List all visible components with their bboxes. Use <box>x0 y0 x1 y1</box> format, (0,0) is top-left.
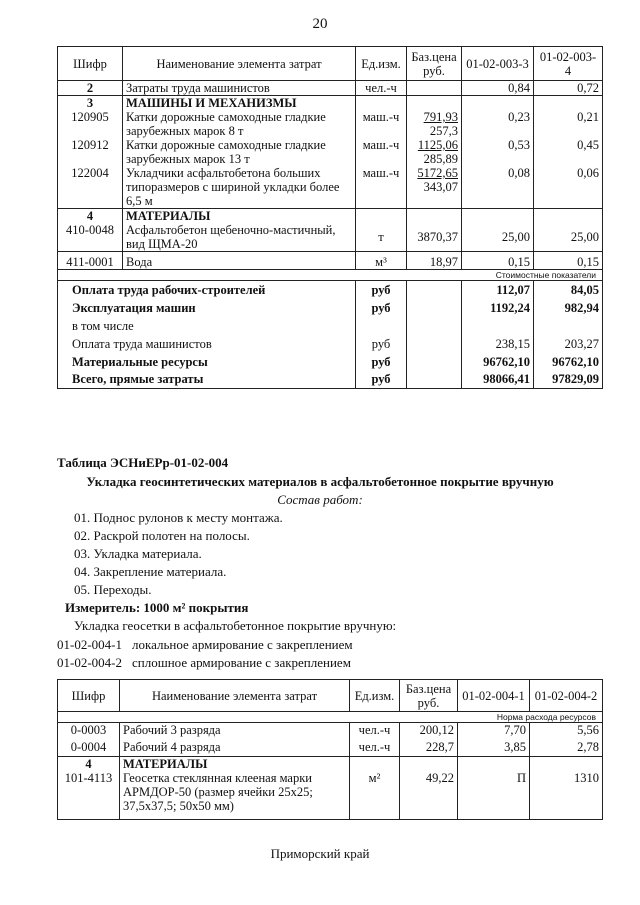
row-value-2 <box>534 96 603 111</box>
row-value-1 <box>462 96 534 111</box>
table-row <box>58 96 603 111</box>
row-price <box>407 166 462 209</box>
meter: Измеритель: 1000 м² покрытия <box>65 600 249 615</box>
cost-table-1 <box>57 46 603 389</box>
table1-header-price: Баз.цена руб. <box>407 47 462 81</box>
cost-value-2: 96762,10 <box>534 353 603 371</box>
cost-unit <box>356 317 407 335</box>
row-name: Рабочий 3 разряда <box>120 723 350 740</box>
row-value-1: 0,08 <box>462 166 534 209</box>
row-name: Рабочий 4 разряда <box>120 740 350 757</box>
table-row <box>58 723 603 740</box>
composition-heading: Состав работ: <box>277 492 363 507</box>
cost-price <box>407 317 462 335</box>
cost-unit: руб <box>356 353 407 371</box>
table-row <box>58 771 603 819</box>
row-value-1: П <box>458 771 530 819</box>
row-price <box>400 757 458 772</box>
meter-description: Укладка геосетки в асфальтобетонное покрытие вручную: <box>74 618 397 633</box>
table1-header-unit: Ед.изм. <box>356 47 407 81</box>
row-value-2: 0,45 <box>534 138 603 166</box>
row-code: 3 <box>58 96 123 111</box>
row-price: 200,12 <box>400 723 458 740</box>
table2-header <box>58 680 603 712</box>
row-name: МАТЕРИАЛЫ <box>123 209 356 224</box>
row-value-2: 1310 <box>530 771 603 819</box>
row-unit: т <box>356 223 407 252</box>
table1-header-code: Шифр <box>58 47 123 81</box>
row-unit: маш.-ч <box>356 166 407 209</box>
variant-code-1: 01-02-004-1 <box>57 637 122 652</box>
table1-header <box>58 47 603 81</box>
row-name: МАШИНЫ И МЕХАНИЗМЫ <box>123 96 356 111</box>
cost-price <box>407 299 462 317</box>
cost-table-2 <box>57 679 603 820</box>
row-unit <box>350 757 400 772</box>
row-unit: чел.-ч <box>350 723 400 740</box>
row-value-1: 0,23 <box>462 110 534 138</box>
row-unit: чел.-ч <box>350 740 400 757</box>
table-row <box>58 209 603 224</box>
row-name: Асфальтобетон щебеночно-мастичный, вид ЩМА-20 <box>123 223 356 252</box>
row-unit: маш.-ч <box>356 138 407 166</box>
row-name: Катки дорожные самоходные гладкие зарубежных марок 13 т <box>123 138 356 166</box>
row-unit: чел.-ч <box>356 81 407 96</box>
table2-title: Таблица ЭСНиЕРр-01-02-004 <box>57 455 229 470</box>
row-name: Геосетка стеклянная клееная марки АРМДОР-50 (размер ячейки 25х25; 37,5х37,5; 50х50 мм) <box>120 771 350 819</box>
variant-desc-2: сплошное армирование с закреплением <box>132 655 351 670</box>
row-unit: м³ <box>356 252 407 270</box>
row-price: 228,7 <box>400 740 458 757</box>
table2-header-col2: 01-02-004-2 <box>530 680 603 712</box>
price-value: 1125,06 <box>417 138 458 152</box>
table-row <box>58 335 603 353</box>
row-value-1: 7,70 <box>458 723 530 740</box>
page-number: 20 <box>312 16 328 32</box>
table-row <box>58 353 603 371</box>
cost-unit: руб <box>356 281 407 299</box>
row-code: 101-4113 <box>58 771 120 819</box>
price-value-secondary: 257,3 <box>429 124 458 138</box>
row-value-1: 0,84 <box>462 81 534 96</box>
row-price: 49,22 <box>400 771 458 819</box>
cost-unit: руб <box>356 299 407 317</box>
row-value-1 <box>458 757 530 772</box>
table-row <box>58 281 603 299</box>
cost-value-2: 97829,09 <box>534 371 603 389</box>
cost-value-1: 96762,10 <box>462 353 534 371</box>
row-code: 122004 <box>58 166 123 209</box>
cost-section-row <box>58 270 603 281</box>
cost-value-1: 238,15 <box>462 335 534 353</box>
table1-header-col1: 01-02-003-3 <box>462 47 534 81</box>
row-code: 4 <box>58 209 123 224</box>
cost-value-2 <box>534 317 603 335</box>
row-value-1: 3,85 <box>458 740 530 757</box>
cost-name: Всего, прямые затраты <box>58 371 356 389</box>
row-value-1: 25,00 <box>462 223 534 252</box>
row-unit <box>356 209 407 224</box>
price-value-secondary: 285,89 <box>423 152 458 166</box>
table2-header-col1: 01-02-004-1 <box>458 680 530 712</box>
row-value-2: 5,56 <box>530 723 603 740</box>
row-value-2: 2,78 <box>530 740 603 757</box>
step-1: 01. Поднос рулонов к месту монтажа. <box>74 510 283 525</box>
table1-header-col2: 01-02-003-4 <box>534 47 603 81</box>
footer-region: Приморский край <box>270 846 370 861</box>
price-value: 5172,65 <box>417 166 458 180</box>
row-code: 0-0003 <box>58 723 120 740</box>
row-price: 3870,37 <box>407 223 462 252</box>
row-name: Укладчики асфальтобетона больших типоразмеров с шириной укладки более 6,5 м <box>123 166 356 209</box>
row-name: Затраты труда машинистов <box>123 81 356 96</box>
cost-unit: руб <box>356 335 407 353</box>
cost-section-label: Стоимостные показатели <box>58 270 603 281</box>
step-3: 03. Укладка материала. <box>74 546 202 561</box>
cost-name: Материальные ресурсы <box>58 353 356 371</box>
norm-section-row <box>58 712 603 723</box>
step-4: 04. Закрепление материала. <box>74 564 227 579</box>
table-row <box>58 252 603 270</box>
table-row <box>58 757 603 772</box>
cost-value-2: 203,27 <box>534 335 603 353</box>
table1-header-name: Наименование элемента затрат <box>123 47 356 81</box>
row-unit: м² <box>350 771 400 819</box>
row-value-1 <box>462 209 534 224</box>
cost-name: Оплата труда машинистов <box>58 335 356 353</box>
table2-header-name: Наименование элемента затрат <box>120 680 350 712</box>
row-code: 120912 <box>58 138 123 166</box>
row-name: МАТЕРИАЛЫ <box>120 757 350 772</box>
row-code: 4 <box>58 757 120 772</box>
cost-price <box>407 281 462 299</box>
row-code: 411-0001 <box>58 252 123 270</box>
table2-header-price: Баз.цена руб. <box>400 680 458 712</box>
row-name: Вода <box>123 252 356 270</box>
cost-value-1 <box>462 317 534 335</box>
cost-value-1: 1192,24 <box>462 299 534 317</box>
table2-header-unit: Ед.изм. <box>350 680 400 712</box>
table-row <box>58 110 603 138</box>
row-price <box>407 110 462 138</box>
row-value-2 <box>530 757 603 772</box>
table-row <box>58 299 603 317</box>
table-row <box>58 317 603 335</box>
table-row <box>58 223 603 252</box>
row-value-1: 0,53 <box>462 138 534 166</box>
norm-section-label: Норма расхода ресурсов <box>58 712 603 723</box>
cost-price <box>407 353 462 371</box>
cost-value-1: 112,07 <box>462 281 534 299</box>
row-price <box>407 96 462 111</box>
cost-value-1: 98066,41 <box>462 371 534 389</box>
row-price <box>407 209 462 224</box>
table-row <box>58 81 603 96</box>
row-unit <box>356 96 407 111</box>
table-row <box>58 138 603 166</box>
row-price <box>407 138 462 166</box>
cost-name: Оплата труда рабочих-строителей <box>58 281 356 299</box>
row-value-2: 0,15 <box>534 252 603 270</box>
row-code: 410-0048 <box>58 223 123 252</box>
table2-header-code: Шифр <box>58 680 120 712</box>
row-unit: маш.-ч <box>356 110 407 138</box>
row-value-2: 0,21 <box>534 110 603 138</box>
table-row <box>58 371 603 389</box>
cost-price <box>407 371 462 389</box>
cost-name: Эксплуатация машин <box>58 299 356 317</box>
row-code: 2 <box>58 81 123 96</box>
cost-value-2: 84,05 <box>534 281 603 299</box>
price-value: 791,93 <box>423 110 458 124</box>
row-value-1: 0,15 <box>462 252 534 270</box>
row-value-2: 0,06 <box>534 166 603 209</box>
cost-unit: руб <box>356 371 407 389</box>
row-value-2: 0,72 <box>534 81 603 96</box>
row-price: 18,97 <box>407 252 462 270</box>
row-price <box>407 81 462 96</box>
step-2: 02. Раскрой полотен на полосы. <box>74 528 250 543</box>
table-row <box>58 740 603 757</box>
variant-desc-1: локальное армирование с закреплением <box>132 637 353 652</box>
price-value-secondary: 343,07 <box>423 180 458 194</box>
cost-name: в том числе <box>58 317 356 335</box>
cost-price <box>407 335 462 353</box>
row-value-2 <box>534 209 603 224</box>
row-value-2: 25,00 <box>534 223 603 252</box>
row-code: 120905 <box>58 110 123 138</box>
row-name: Катки дорожные самоходные гладкие зарубежных марок 8 т <box>123 110 356 138</box>
cost-value-2: 982,94 <box>534 299 603 317</box>
table2-heading: Укладка геосинтетических материалов в асфальтобетонное покрытие вручную <box>86 474 554 489</box>
row-code: 0-0004 <box>58 740 120 757</box>
step-5: 05. Переходы. <box>74 582 152 597</box>
variant-code-2: 01-02-004-2 <box>57 655 122 670</box>
table-row <box>58 166 603 209</box>
